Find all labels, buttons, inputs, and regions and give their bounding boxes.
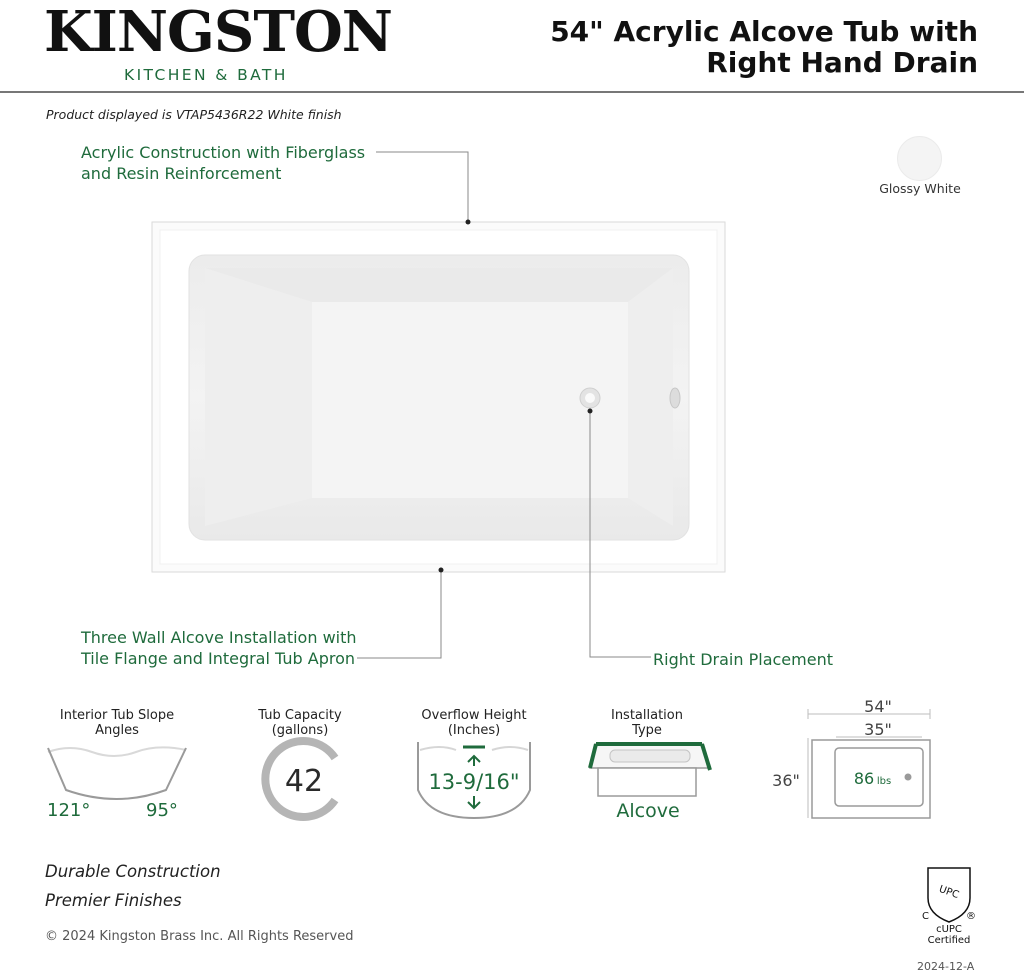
spec-capacity-title-line-1: Tub Capacity xyxy=(258,708,342,723)
slope-right-angle: 95° xyxy=(146,800,178,821)
callout-construction-line-2: and Resin Reinforcement xyxy=(81,164,282,183)
brand-tagline: KITCHEN & BATH xyxy=(124,66,288,84)
install-type-value: Alcove xyxy=(616,800,680,822)
cupc-label-line-1: cUPC xyxy=(936,924,962,935)
spec-capacity-title-line-2: (gallons) xyxy=(271,723,329,738)
footer-finishes: Premier Finishes xyxy=(45,891,182,910)
brand-name: KINGSTON xyxy=(44,0,392,65)
cupc-label xyxy=(916,924,982,946)
spec-install-title-line-1: Installation xyxy=(610,708,683,723)
badge-text: UPC xyxy=(937,883,961,902)
capacity-value: 42 xyxy=(284,764,324,799)
callout-installation-line-1: Three Wall Alcove Installation with xyxy=(81,628,357,647)
spec-slope-title-line-1: Interior Tub Slope xyxy=(59,708,175,723)
spec-slope-title-line-2: Angles xyxy=(95,723,139,738)
badge-c-mark: C xyxy=(922,911,929,922)
title-line-2: Right Hand Drain xyxy=(706,46,978,79)
dimension-weight-unit: lbs xyxy=(876,776,892,787)
product-note: Product displayed is VTAP5436R22 White finish xyxy=(46,107,342,122)
dimension-width: 36" xyxy=(772,771,800,790)
dimension-length: 54" xyxy=(864,697,892,716)
spec-install-title-line-2: Type xyxy=(632,723,662,738)
dimension-interior-length: 35" xyxy=(864,720,892,739)
footer-durable: Durable Construction xyxy=(45,862,221,881)
callout-drain: Right Drain Placement xyxy=(653,650,833,669)
dimension-weight: 86 xyxy=(853,769,875,788)
copyright: © 2024 Kingston Brass Inc. All Rights Reserved xyxy=(45,929,354,944)
cupc-label-line-2: Certified xyxy=(927,935,971,946)
spec-overflow-title-line-2: (Inches) xyxy=(447,723,501,738)
callout-installation-line-2: Tile Flange and Integral Tub Apron xyxy=(81,649,355,668)
badge-r-mark: ® xyxy=(966,911,976,922)
slope-left-angle: 121° xyxy=(47,800,91,821)
finish-label: Glossy White xyxy=(879,181,961,196)
title-line-1: 54" Acrylic Alcove Tub with xyxy=(550,15,978,48)
spec-overflow-title-line-1: Overflow Height xyxy=(421,708,527,723)
callout-construction-line-1: Acrylic Construction with Fiberglass xyxy=(81,143,366,162)
overflow-value: 13-9/16" xyxy=(428,770,520,794)
document-code: 2024-12-A xyxy=(917,960,975,973)
